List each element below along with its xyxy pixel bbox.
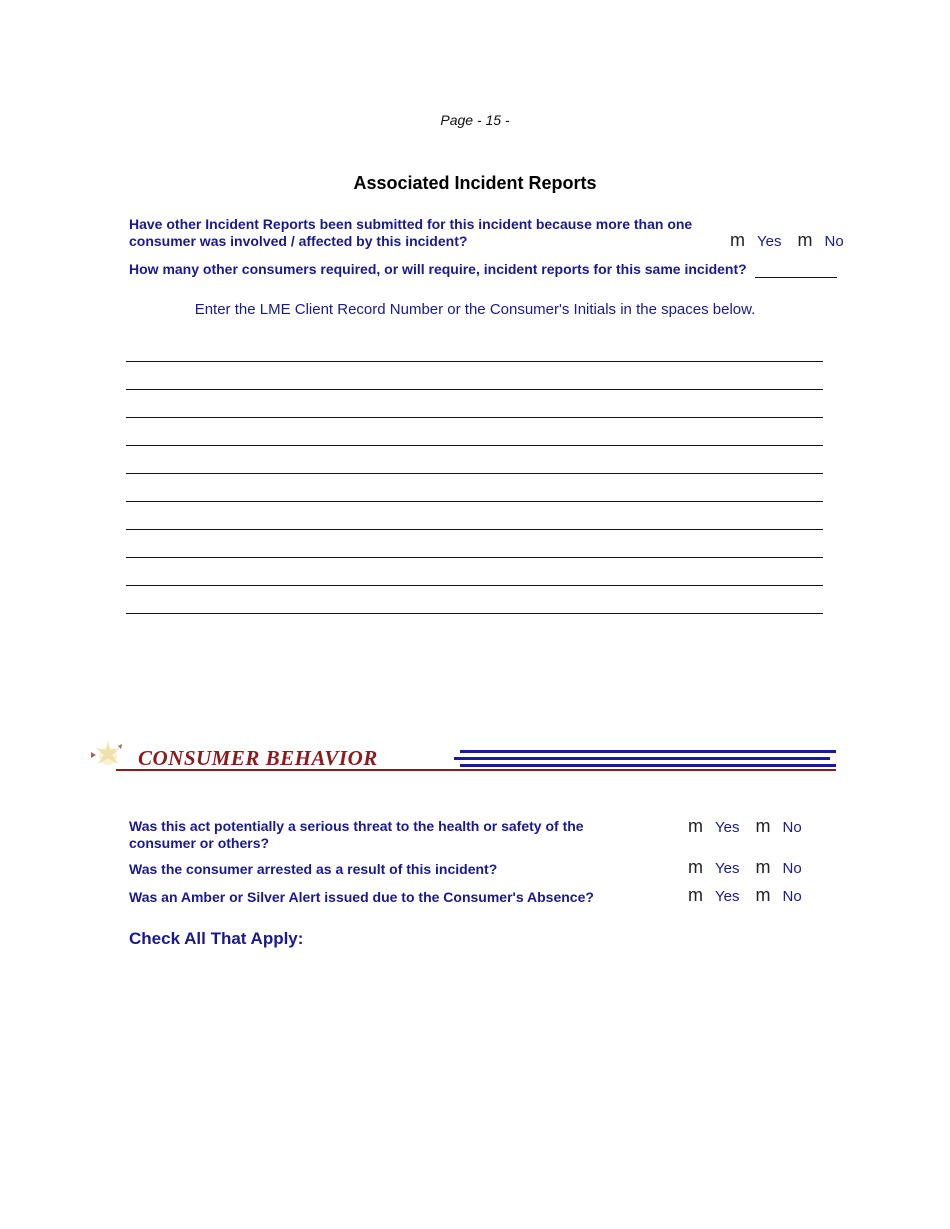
banner-stripe: [460, 750, 836, 753]
question-other-reports: Have other Incident Reports been submitted for this incident because more than one consumer was involved / affected by this incident?: [129, 216, 693, 249]
question-other-reports-options: [730, 230, 844, 251]
yes-radio[interactable]: m: [730, 230, 745, 250]
page-number: Page - 15 -: [440, 112, 510, 128]
yes-label: Yes: [715, 860, 740, 877]
entry-line[interactable]: [126, 361, 823, 362]
entry-line[interactable]: [126, 557, 823, 558]
no-radio[interactable]: m: [755, 857, 771, 877]
question-amber-alert: Was an Amber or Silver Alert issued due to the Consumer's Absence?: [129, 889, 594, 905]
entry-line[interactable]: [126, 501, 823, 502]
yes-radio[interactable]: m: [688, 885, 703, 905]
yes-label: Yes: [757, 233, 782, 250]
yes-label: Yes: [715, 819, 740, 836]
no-label: No: [782, 860, 802, 877]
consumer-behavior-banner: [88, 738, 836, 774]
question-serious-threat: Was this act potentially a serious threat to the health or safety of the consumer or others?: [129, 818, 584, 851]
yes-radio[interactable]: m: [688, 816, 703, 836]
instructions: Enter the LME Client Record Number or the Consumer's Initials in the spaces below.: [194, 301, 756, 318]
no-radio[interactable]: m: [755, 885, 771, 905]
question-arrested: Was the consumer arrested as a result of this incident?: [129, 861, 498, 877]
entry-line[interactable]: [126, 445, 823, 446]
section-title: Associated Incident Reports: [353, 173, 597, 193]
question-how-many: How many other consumers required, or will require, incident reports for this same incident?: [129, 261, 747, 277]
banner-title: CONSUMER BEHAVIOR: [138, 746, 378, 770]
entry-line[interactable]: [126, 585, 823, 586]
entry-line[interactable]: [126, 613, 823, 614]
yes-radio[interactable]: m: [688, 857, 703, 877]
question-arrested-options: [688, 857, 802, 878]
check-all-heading: Check All That Apply:: [129, 929, 304, 948]
no-label: No: [782, 819, 802, 836]
entry-line[interactable]: [126, 529, 823, 530]
question-amber-alert-options: [688, 885, 802, 906]
entry-line[interactable]: [126, 417, 823, 418]
question-serious-threat-options: [688, 816, 802, 837]
no-label: No: [824, 233, 844, 250]
how-many-input[interactable]: [755, 277, 837, 278]
entry-line[interactable]: [126, 473, 823, 474]
no-radio[interactable]: m: [755, 816, 771, 836]
yes-label: Yes: [715, 888, 740, 905]
banner-stripe: [454, 757, 830, 760]
entry-line[interactable]: [126, 389, 823, 390]
no-radio[interactable]: m: [797, 230, 813, 250]
banner-stripe: [460, 764, 836, 767]
no-label: No: [782, 888, 802, 905]
